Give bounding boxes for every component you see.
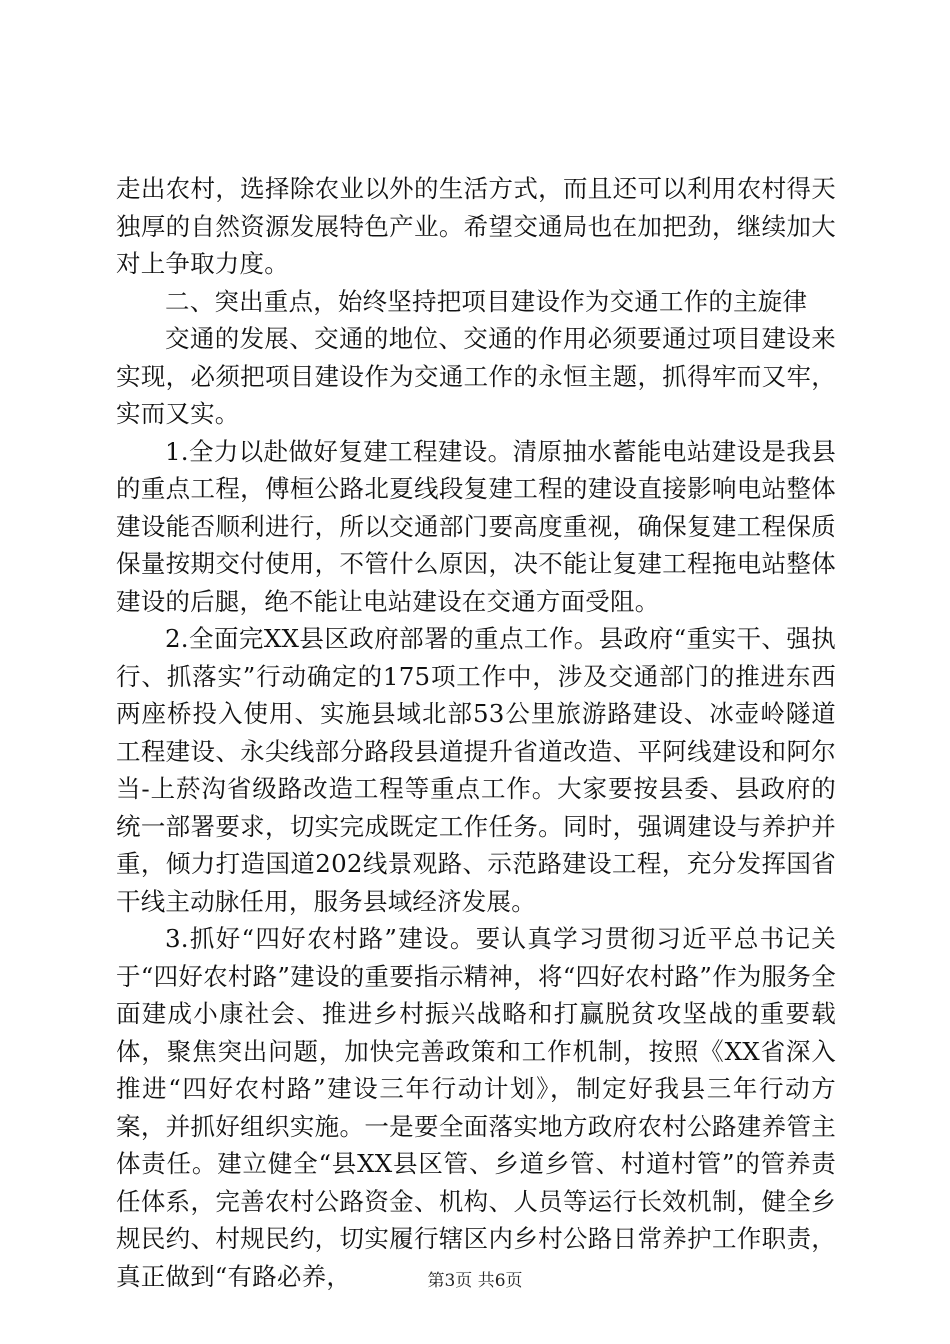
paragraph-item-3: 3.抓好“四好农村路”建设。要认真学习贯彻习近平总书记关于“四好农村路”建设的重要指示精神，将“四好农村路”作为服务全面建成小康社会、推进乡村振兴战略和打赢脱贫攻坚战的重要载体，聚焦突出问题，加快完善政策和工作机制，按照《XX省深入推进“四好农村路”建设三年行动计划》，制定好我县三年行动方案，并抓好组织实施。一是要全面落实地方政府农村公路建养管主体责任。建立健全“县XX县区管、乡道乡管、村道村管”的管养责任体系，完善农村公路资金、机构、人员等运行长效机制，健全乡规民约、村规民约，切实履行辖区内乡村公路日常养护工作职责，真正做到“有路必养， [116, 924, 836, 1291]
paragraph-item-2: 2.全面完XX县区政府部署的重点工作。县政府“重实干、强执行、抓落实”行动确定的175项工作中，涉及交通部门的推进东西两座桥投入使用、实施县域北部53公里旅游路建设、冰壶岭隧道工程建设、永尖线部分路段县道提升省道改造、平阿线建设和阿尔当-上菸沟省级路改造工程等重点工作。大家要按县委、县政府的统一部署要求，切实完成既定工作任务。同时，强调建设与养护并重，倾力打造国道202线景观路、示范路建设工程，充分发挥国省干线主动脉任用，服务县域经济发展。 [116, 624, 836, 916]
document-body [116, 170, 836, 1295]
page-footer: 第3页 共6页 [427, 1271, 523, 1291]
section-heading: 二、突出重点，始终坚持把项目建设作为交通工作的主旋律 [165, 286, 808, 316]
paragraph-intro: 交通的发展、交通的地位、交通的作用必须要通过项目建设来实现，必须把项目建设作为交通工作的永恒主题，抓得牢而又牢，实而又实。 [116, 324, 836, 428]
paragraph-item-1: 1.全力以赴做好复建工程建设。清原抽水蓄能电站建设是我县的重点工程，傅桓公路北夏线段复建工程的建设直接影响电站整体建设能否顺利进行，所以交通部门要高度重视，确保复建工程保质保量按期交付使用，不管什么原因，决不能让复建工程拖电站整体建设的后腿，绝不能让电站建设在交通方面受阻。 [116, 436, 836, 616]
paragraph-continuation: 走出农村，选择除农业以外的生活方式，而且还可以利用农村得天独厚的自然资源发展特色产业。希望交通局也在加把劲，继续加大对上争取力度。 [116, 174, 836, 278]
